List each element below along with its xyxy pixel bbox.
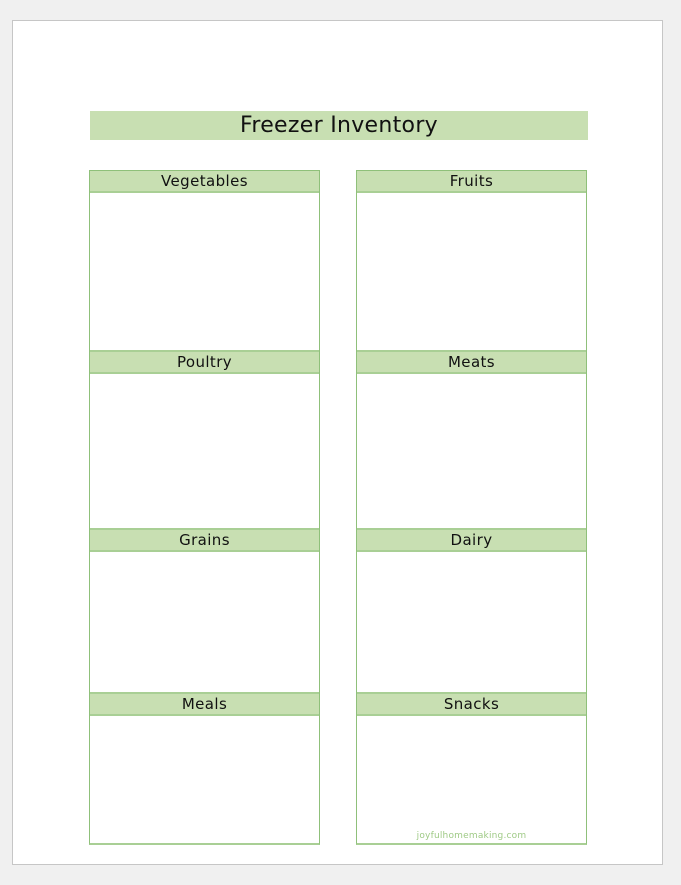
section-body-grains[interactable]: [90, 552, 319, 693]
section-body-vegetables[interactable]: [90, 193, 319, 350]
section-header-vegetables: Vegetables: [90, 171, 319, 193]
section-body-poultry[interactable]: [90, 374, 319, 529]
section-fruits: [357, 171, 586, 351]
section-snacks: [357, 692, 586, 843]
section-poultry: [90, 350, 319, 529]
section-body-meals[interactable]: [90, 716, 319, 845]
right-column: [356, 170, 587, 845]
section-dairy: [357, 528, 586, 693]
section-vegetables: [90, 171, 319, 351]
section-header-meals: Meals: [90, 694, 319, 716]
section-header-snacks: Snacks: [357, 694, 586, 716]
document-page: [12, 20, 663, 865]
section-body-dairy[interactable]: [357, 552, 586, 693]
section-body-meats[interactable]: [357, 374, 586, 529]
section-grains: [90, 528, 319, 693]
section-header-fruits: Fruits: [357, 171, 586, 193]
section-body-fruits[interactable]: [357, 193, 586, 350]
section-header-grains: Grains: [90, 530, 319, 552]
section-header-poultry: Poultry: [90, 352, 319, 374]
section-meals: [90, 692, 319, 843]
left-column: [89, 170, 320, 845]
section-body-snacks[interactable]: [357, 716, 586, 845]
section-header-meats: Meats: [357, 352, 586, 374]
section-meats: [357, 350, 586, 529]
page-title: Freezer Inventory: [90, 111, 588, 140]
credit-text: joyfulhomemaking.com: [416, 831, 527, 841]
section-header-dairy: Dairy: [357, 530, 586, 552]
